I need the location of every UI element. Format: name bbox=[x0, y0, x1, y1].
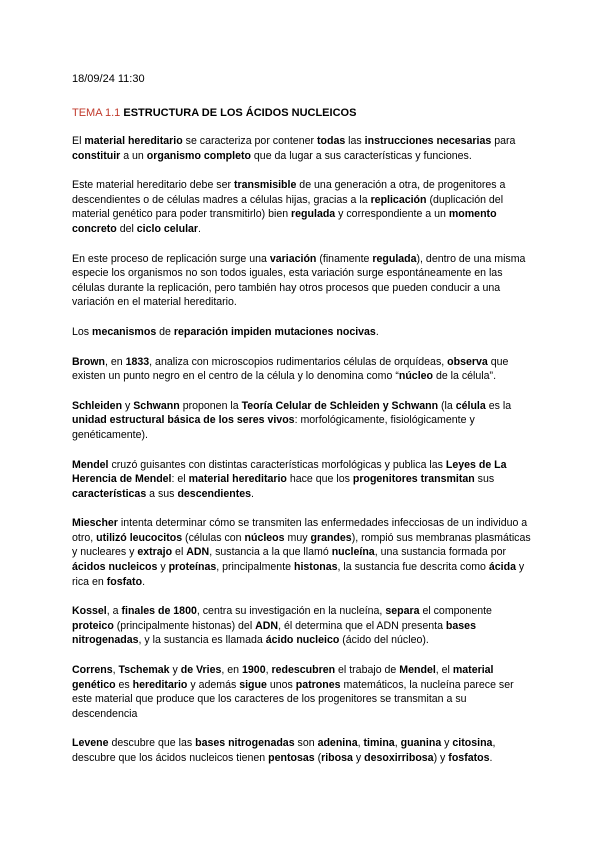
bold-text: 1833 bbox=[125, 355, 150, 368]
text-run: del bbox=[116, 222, 137, 235]
bold-text: fosfatos bbox=[448, 752, 490, 764]
bold-text: Schwann bbox=[133, 399, 180, 412]
bold-text: ribosa bbox=[321, 752, 353, 764]
text-run: (ácido del núcleo). bbox=[339, 634, 429, 647]
text-run: de una generación a otra, de progenitores a descendientes o de células madres a células hijas, gracias a la bbox=[72, 179, 506, 206]
text-run: (principalmente histonas) del bbox=[113, 619, 256, 632]
text-run: el componente bbox=[419, 605, 492, 618]
bold-text: descendientes bbox=[177, 487, 252, 500]
text-run: , principalmente bbox=[216, 561, 294, 574]
text-run: . bbox=[198, 222, 201, 235]
text-run: ) y bbox=[433, 752, 449, 764]
text-run: , y la sustancia es llamada bbox=[138, 634, 266, 647]
text-run: muy bbox=[284, 531, 311, 544]
bold-text: ácido nucleico bbox=[265, 634, 340, 647]
text-run: . bbox=[251, 487, 254, 500]
text-run: y correspondiente a un bbox=[335, 208, 449, 221]
bold-text: momento concreto bbox=[72, 208, 497, 235]
bold-text: Schleiden bbox=[72, 399, 123, 412]
text-run: , bbox=[357, 737, 364, 750]
text-run: sus bbox=[474, 473, 495, 486]
bold-text: bases nitrogenadas bbox=[195, 737, 295, 750]
bold-text: instrucciones necesarias bbox=[364, 135, 492, 147]
text-run: y rica en bbox=[72, 561, 525, 588]
text-run: En este proceso de replicación surge una bbox=[72, 252, 270, 265]
bold-text: desoxirribosa bbox=[364, 752, 434, 764]
text-run: para bbox=[491, 135, 516, 147]
text-run: : el bbox=[171, 473, 189, 486]
bold-text: extrajo bbox=[137, 546, 173, 559]
text-run: El bbox=[72, 135, 85, 147]
text-run: . bbox=[375, 325, 379, 338]
bold-text: bases nitrogenadas bbox=[72, 619, 476, 647]
bold-text: de Vries bbox=[180, 664, 222, 677]
bold-text: unidad estructural básica de los seres vivos bbox=[72, 414, 295, 427]
bold-text: organismo completo bbox=[146, 149, 251, 162]
bold-text: observa bbox=[447, 355, 488, 368]
text-run: . bbox=[142, 575, 146, 588]
bold-text: finales de 1800 bbox=[121, 605, 197, 618]
bold-text: Leyes de La Herencia de Mendel bbox=[72, 458, 507, 486]
bold-text: separa bbox=[385, 605, 420, 618]
text-run: ( bbox=[314, 752, 322, 764]
bold-text: Levene bbox=[72, 737, 109, 750]
bold-text: núcleo bbox=[398, 370, 433, 383]
bold-text: nucleína bbox=[331, 546, 375, 559]
bold-text: replicación bbox=[370, 193, 427, 206]
text-run: el trabajo de bbox=[335, 664, 400, 677]
text-run: , analiza con microscopios rudimentarios células de orquídeas, bbox=[149, 355, 448, 368]
bold-text: ácidos nucleicos bbox=[72, 561, 158, 574]
bold-text: transmisible bbox=[233, 179, 297, 192]
paragraph bbox=[72, 399, 532, 443]
paragraph bbox=[72, 458, 532, 502]
text-run: de bbox=[156, 325, 174, 338]
text-run: , centra su investigación en la nucleína, bbox=[196, 605, 386, 618]
bold-text: características bbox=[72, 487, 147, 500]
text-run: . bbox=[489, 752, 493, 764]
bold-text: ADN bbox=[186, 546, 210, 559]
bold-text: fosfato bbox=[106, 575, 143, 588]
timestamp: 18/09/24 11:30 bbox=[72, 73, 145, 85]
text-run: , la sustancia fue descrita como bbox=[337, 561, 489, 574]
bold-text: progenitores transmitan bbox=[352, 473, 475, 486]
bold-text: Correns bbox=[72, 664, 113, 677]
text-run: (finamente bbox=[316, 252, 373, 265]
text-run: , descubre que los ácidos nucleicos tienen bbox=[72, 737, 496, 764]
text-run: Los bbox=[72, 325, 93, 338]
text-run: las bbox=[345, 135, 365, 147]
bold-text: constituir bbox=[72, 149, 121, 162]
bold-text: Mendel bbox=[399, 664, 436, 677]
bold-text: sigue bbox=[239, 678, 267, 691]
text-run: (células con bbox=[182, 531, 245, 544]
text-run: hace que los bbox=[286, 473, 353, 486]
text-run: de la célula”. bbox=[433, 370, 497, 383]
paragraph bbox=[72, 736, 532, 765]
bold-text: Kossel bbox=[72, 605, 107, 618]
text-run: Este material hereditario debe ser bbox=[72, 179, 234, 192]
text-run: descubre que las bbox=[108, 737, 196, 750]
bold-text: Brown bbox=[72, 355, 105, 368]
text-run: , una sustancia formada por bbox=[374, 546, 507, 559]
text-run: : morfológicamente, fisiológicamente y genéticamente). bbox=[72, 414, 475, 441]
text-run: , bbox=[394, 737, 401, 750]
text-run: proponen la bbox=[179, 399, 242, 412]
bold-text: 1900 bbox=[242, 664, 266, 677]
text-run: ), rompió sus membranas plasmáticas y nucleares y bbox=[72, 531, 531, 559]
bold-text: ADN bbox=[255, 619, 279, 632]
paragraph bbox=[72, 178, 532, 236]
text-run: , bbox=[265, 664, 272, 677]
bold-text: citosina bbox=[452, 737, 493, 750]
paragraph bbox=[72, 134, 532, 163]
text-run: es la bbox=[485, 399, 512, 412]
bold-text: ácida bbox=[488, 561, 516, 574]
bold-text: todas bbox=[316, 135, 346, 147]
text-run: y bbox=[169, 664, 181, 677]
bold-text: material hereditario bbox=[84, 135, 183, 147]
bold-text: mecanismos bbox=[92, 325, 157, 338]
bold-text: material hereditario bbox=[188, 473, 287, 486]
title-prefix: TEMA 1.1 bbox=[72, 107, 121, 119]
text-run: y además bbox=[187, 678, 240, 691]
text-run: , sustancia a la que llamó bbox=[209, 546, 332, 559]
bold-text: célula bbox=[455, 399, 486, 412]
paragraph bbox=[72, 516, 532, 589]
text-run: y bbox=[122, 399, 134, 412]
bold-text: proteínas bbox=[168, 561, 217, 574]
text-run: (duplicación del material genético para poder transmitirlo) bien bbox=[72, 193, 504, 221]
bold-text: guanina bbox=[400, 737, 442, 750]
text-run: cruzó guisantes con distintas características morfológicas y publica las bbox=[108, 458, 446, 471]
bold-text: redescubren bbox=[271, 664, 336, 677]
paragraph bbox=[72, 355, 532, 384]
bold-text: timina bbox=[363, 737, 395, 750]
text-run: a un bbox=[120, 149, 147, 162]
text-run: el bbox=[172, 546, 187, 559]
paragraph bbox=[72, 325, 532, 340]
paragraph bbox=[72, 663, 532, 721]
bold-text: histonas bbox=[293, 561, 338, 574]
bold-text: hereditario bbox=[132, 678, 188, 691]
text-run: que existen un punto negro en el centro de la célula y lo denomina como “ bbox=[72, 355, 509, 383]
paragraph bbox=[72, 604, 532, 648]
bold-text: adenina bbox=[317, 737, 358, 750]
bold-text: Tschemak bbox=[118, 664, 170, 677]
bold-text: pentosas bbox=[268, 752, 315, 764]
text-run: , en bbox=[221, 664, 243, 677]
bold-text: grandes bbox=[310, 531, 352, 544]
text-run: y bbox=[157, 561, 169, 574]
bold-text: proteico bbox=[72, 619, 114, 632]
bold-text: Miescher bbox=[72, 517, 118, 530]
paragraph bbox=[72, 252, 532, 310]
bold-text: variación bbox=[269, 252, 317, 265]
bold-text: utilizó leucocitos bbox=[96, 531, 183, 544]
text-run: matemáticos, la nucleína parece ser este material que produce que los caracteres de los progenitores se transmitan a su descendencia bbox=[72, 678, 514, 720]
text-run: (la bbox=[438, 399, 456, 412]
body-text bbox=[72, 134, 532, 766]
bold-text: regulada bbox=[291, 208, 336, 221]
bold-text: reparación impiden mutaciones nocivas bbox=[173, 325, 376, 338]
text-run: es bbox=[115, 678, 133, 691]
text-run: , él determina que el ADN presenta bbox=[278, 619, 446, 632]
bold-text: Teoría Celular de Schleiden y Schwann bbox=[241, 399, 439, 412]
text-run: y bbox=[352, 752, 365, 764]
text-run: unos bbox=[266, 678, 296, 691]
text-run: y bbox=[441, 737, 453, 750]
bold-text: núcleos bbox=[244, 531, 285, 544]
text-run: intenta determinar cómo se transmiten las enfermedades infecciosas de un individuo a otro, bbox=[72, 517, 528, 544]
text-run: , en bbox=[104, 355, 126, 368]
text-run: que da lugar a sus características y funciones. bbox=[250, 149, 472, 162]
bold-text: ciclo celular bbox=[136, 222, 199, 235]
bold-text: material genético bbox=[72, 664, 494, 691]
bold-text: patrones bbox=[295, 678, 341, 691]
document-title bbox=[72, 106, 532, 120]
text-run: son bbox=[294, 737, 318, 750]
text-run: se caracteriza por contener bbox=[182, 135, 317, 147]
text-run: ), dentro de una misma especie los organismos no son todos iguales, esta variación surge espontáneamente en las células durante la replicación, pero también hay otros procesos que pueden conducir a una variación en el material hereditario. bbox=[72, 252, 526, 309]
bold-text: Mendel bbox=[72, 458, 109, 471]
bold-text: regulada bbox=[372, 252, 417, 265]
title-text: ESTRUCTURA DE LOS ÁCIDOS NUCLEICOS bbox=[123, 107, 357, 119]
text-run: , el bbox=[435, 664, 453, 677]
text-run: a sus bbox=[146, 487, 178, 500]
text-run: , a bbox=[106, 605, 122, 618]
text-run: , bbox=[112, 664, 119, 677]
